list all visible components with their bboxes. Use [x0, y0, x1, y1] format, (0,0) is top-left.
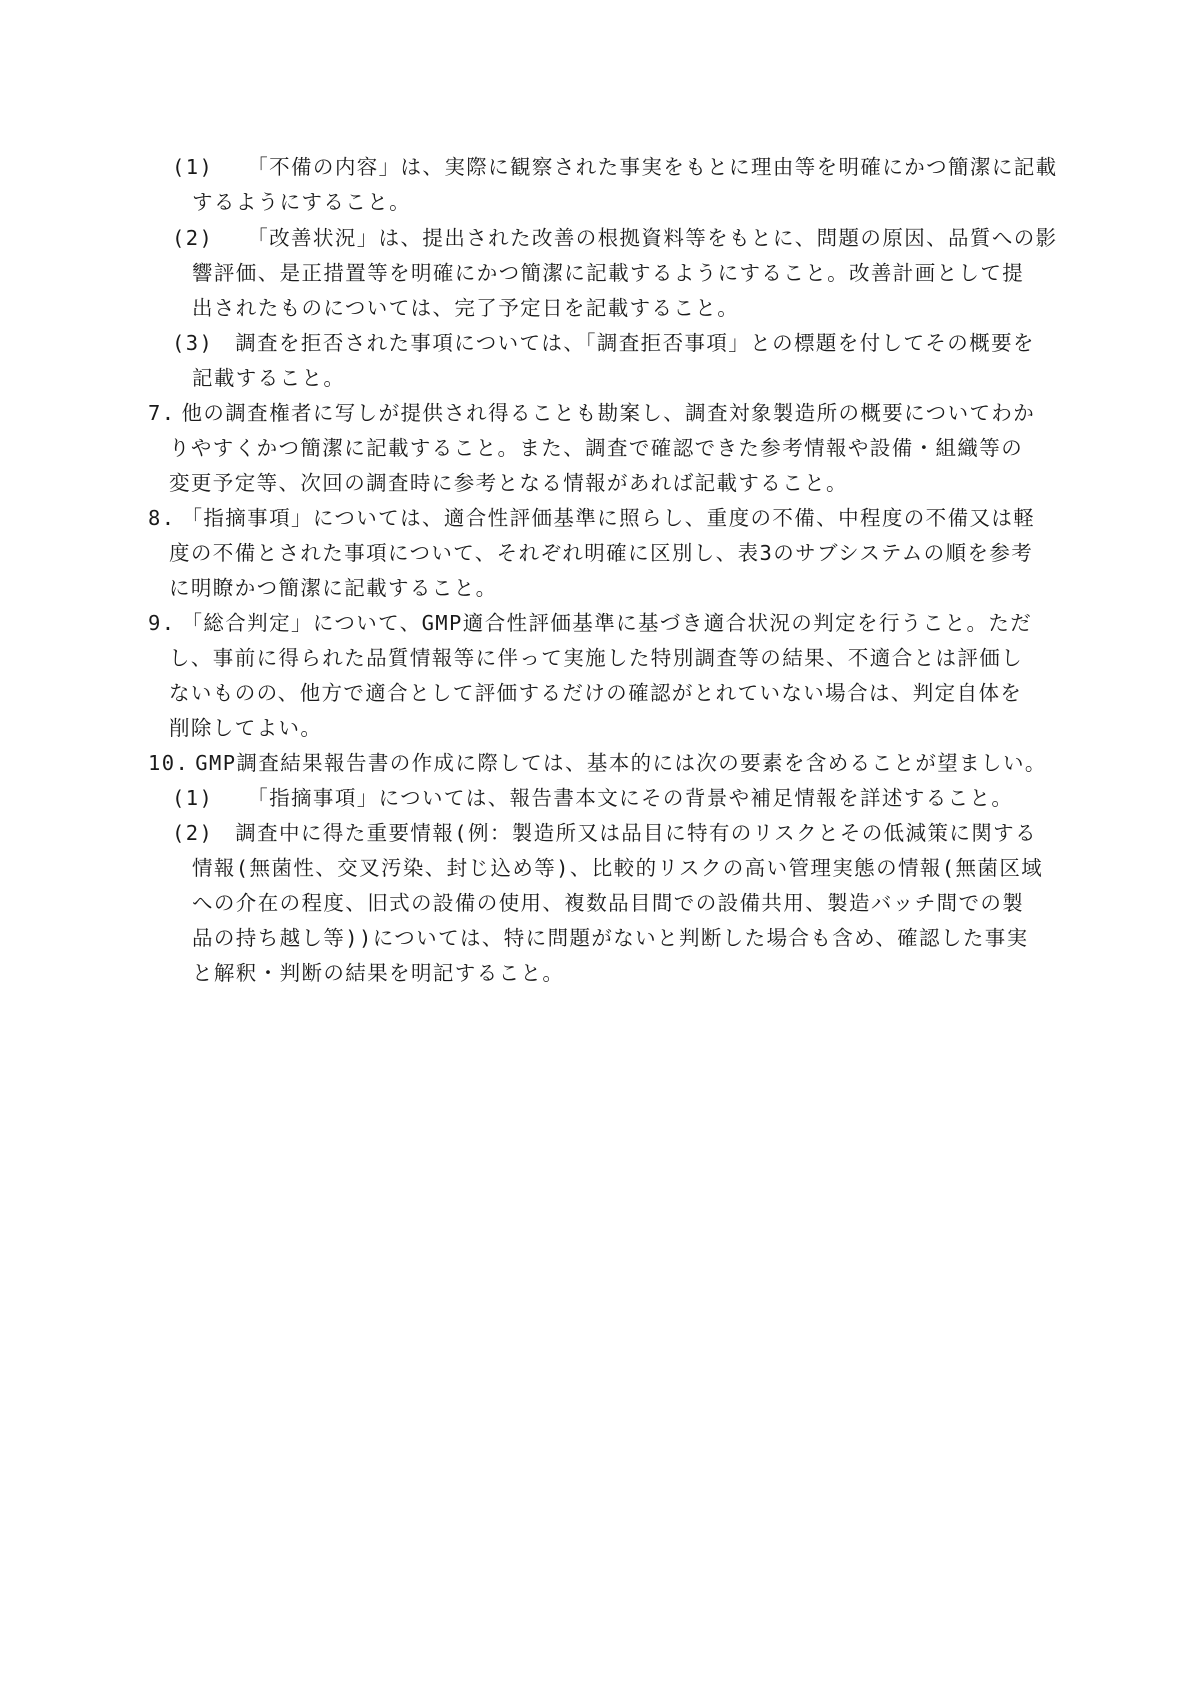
sub-item-10-1 [172, 781, 1032, 816]
item-line: するようにすること。 [192, 190, 411, 214]
item-line: 「指摘事項」については、報告書本文にその背景や補足情報を詳述すること。 [247, 786, 1014, 810]
item-line: 「総合判定」について、GMP適合性評価基準に基づき適合状況の判定を行うこと。ただ [181, 611, 1033, 635]
item-line: 他の調査権者に写しが提供され得ることも勘案し、調査対象製造所の概要についてわか [181, 401, 1036, 425]
main-item-7 [148, 396, 1035, 501]
item-line: 響評価、是正措置等を明確にかつ簡潔に記載するようにすること。改善計画として提 [192, 261, 1025, 285]
item-line: 「指摘事項」については、適合性評価基準に照らし、重度の不備、中程度の不備又は軽 [181, 506, 1036, 530]
item-line: 出されたものについては、完了予定日を記載すること。 [192, 296, 740, 320]
item-number: (2) [172, 821, 214, 845]
sub-item-1 [172, 150, 1058, 220]
item-line: に明瞭かつ簡潔に記載すること。 [169, 576, 498, 600]
item-line: GMP調査結果報告書の作成に際しては、基本的には次の要素を含めることが望ましい。 [195, 751, 1047, 775]
item-line: 度の不備とされた事項について、それぞれ明確に区別し、表3のサブシステムの順を参考 [169, 541, 1034, 565]
item-number: (3) [172, 331, 214, 355]
item-number: (1) [172, 155, 214, 179]
item-line: し、事前に得られた品質情報等に伴って実施した特別調査等の結果、不適合とは評価し [169, 646, 1024, 670]
item-line: 変更予定等、次回の調査時に参考となる情報があれば記載すること。 [169, 471, 848, 495]
sub-item-3 [172, 326, 1035, 396]
item-number: 7. [148, 401, 176, 425]
item-line: への介在の程度、旧式の設備の使用、複数品目間での設備共用、製造バッチ間での製 [192, 891, 1025, 915]
item-line: 削除してよい。 [169, 716, 323, 740]
item-number: 8. [148, 506, 176, 530]
item-line: と解釈・判断の結果を明記すること。 [192, 961, 565, 985]
item-number: (1) [172, 786, 214, 810]
main-item-9 [148, 606, 1032, 746]
item-number: 9. [148, 611, 176, 635]
item-line: 情報(無菌性、交叉汚染、封じ込め等)、比較的リスクの高い管理実態の情報(無菌区域 [192, 856, 1044, 880]
item-line: ないものの、他方で適合として評価するだけの確認がとれていない場合は、判定自体を [169, 681, 1023, 705]
sub-item-2 [172, 221, 1058, 326]
item-line: 調査中に得た重要情報(例：製造所又は品目に特有のリスクとその低減策に関する [235, 821, 1037, 845]
item-number: (2) [172, 226, 214, 250]
item-line: 記載すること。 [192, 366, 346, 390]
item-line: りやすくかつ簡潔に記載すること。また、調査で確認できた参考情報や設備・組織等の [169, 436, 1024, 460]
sub-item-10-2 [172, 816, 1044, 991]
item-line: 品の持ち越し等))については、特に問題がないと判断した場合も含め、確認した事実 [192, 926, 1029, 950]
main-item-8 [148, 501, 1035, 606]
item-line: 「不備の内容」は、実際に観察された事実をもとに理由等を明確にかつ簡潔に記載 [247, 155, 1058, 179]
item-number: 10. [148, 751, 190, 775]
item-line: 「改善状況」は、提出された改善の根拠資料等をもとに、問題の原因、品質への影 [247, 226, 1058, 250]
item-line: 調査を拒否された事項については、「調査拒否事項」との標題を付してその概要を [235, 331, 1035, 355]
main-item-10 [148, 746, 1047, 781]
